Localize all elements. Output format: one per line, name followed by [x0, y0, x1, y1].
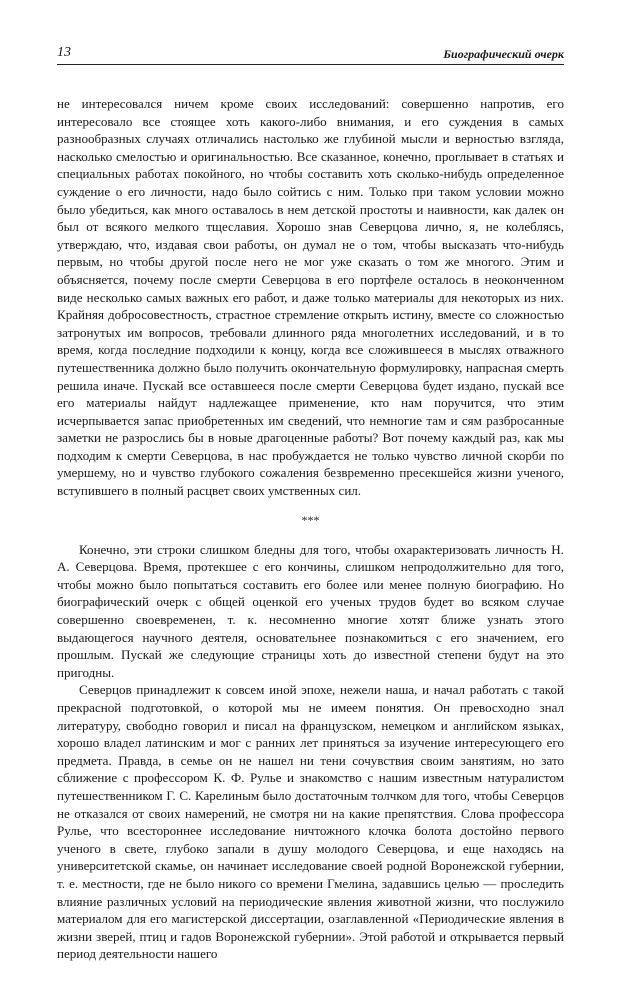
paragraph-continued: не интересовался ничем кроме своих исследований: совершенно напротив, его интересовало все стоящее хоть какого-либо внимания, и его суждения в самых разнообразных случаях отличались настолько же глубиной мысли и верностью взгляда, насколько смелостью и оригинальностью. Все сказанное, конечно, проглывает в статьях и специальных работах покойного, но чтобы составить хоть сколько-нибудь определенное суждение о его личности, надо было сойтись с ним. Только при таком условии можно было убедиться, как много оставалось в нем детской простоты и наивности, как далек он был от всякого мелкого тщеславия. Хорошо знав Северцова лично, я, не колеблясь, утверждаю, что, издавая свои работы, он думал не о том, чтобы высказать что-нибудь первым, но чтобы другой после него не мог уже сказать о том же многого. Этим и объясняется, почему после смерти Северцова в его портфеле осталось в неоконченном виде несколько самых важных его работ, и даже только материалы для некоторых из них. Крайняя добросовестность, страстное стремление открыть истину, вместе со сложностью затронутых им вопросов, требовали длинного ряда многолетних исследований, и в то время, когда последние подходили к концу, когда все сложившееся в мыслях отважного путешественника должно было получить окончательную формулировку, напрасная смерть решила иначе. Пускай все оставшееся после смерти Северцова будет издано, пускай все его материалы найдут надлежащее применение, кто нам поручится, что этим исчерпывается запас приобретенных им сведений, что немногие там и сям разбросанные заметки не разрослись бы в новые драгоценные работы? Вот почему каждый раз, как мы подходим к смерти Северцова, в нас пробуждается не только чувство личной скорби по умершему, но и чувство глубокого сожаления безвременно пресекшейся жизни ученого, вступившего в полный расцвет своих умственных сил. [57, 96, 564, 499]
paragraph: Северцов принадлежит к совсем иной эпохе, нежели наша, и начал работать с такой прекрасной подготовкой, о которой мы не имеем понятия. Он превосходно знал литературу, свободно говорил и писал на французском, немецком и английском языках, хорошо владел латинским и мог с ранних лет приняться за изучение интересующего его предмета. Правда, в семье он не нашел ни тени сочувствия своим занятиям, но зато сближение с профессором К. Ф. Рулье и знакомство с нашим известным натуралистом путешественником Г. С. Карелиным было достаточным толчком для того, чтобы Северцов не отказался от своих намерений, не смотря ни на какие препятствия. Слова профессора Рулье, что всестороннее исследование ничтожного клочка болота достойно первого ученого в свете, глубоко запали в душу молодого Северцова, и еще находясь на университетской скамье, он начинает исследование своей родной Воронежской губернии, т. е. местности, где не было никого со времени Гмелина, задавшись целью — проследить влияние различных условий на периодические явления животной жизни, что послужило материалом для его магистерской диссертации, озаглавленной «Периодические явления в жизни зверей, птиц и гадов Воронежской губернии». Этой работой и открывается первый период деятельности нашего [57, 682, 564, 962]
section-separator: *** [301, 512, 320, 527]
page-number: 13 [57, 45, 71, 60]
paragraph: Конечно, эти строки слишком бледны для того, чтобы охарактеризовать личность Н. А. Северцова. Время, протекшее с его кончины, слишком непродолжительно для того, чтобы можно было попытаться составить его более или менее полную биографию. Но биографический очерк с общей оценкой его ученых трудов будет во всяком случае совершенно своевременен, т. к. несомненно многие хотят ближе узнать этого выдающегося научного деятеля, основательнее познакомиться с его значением, его прошлым. Пускай же следующие страницы хоть до известной степени будут на это пригодны. [57, 541, 564, 680]
page-header [57, 44, 564, 65]
running-title: Биографический очерк [443, 47, 564, 61]
page-body [57, 95, 564, 963]
